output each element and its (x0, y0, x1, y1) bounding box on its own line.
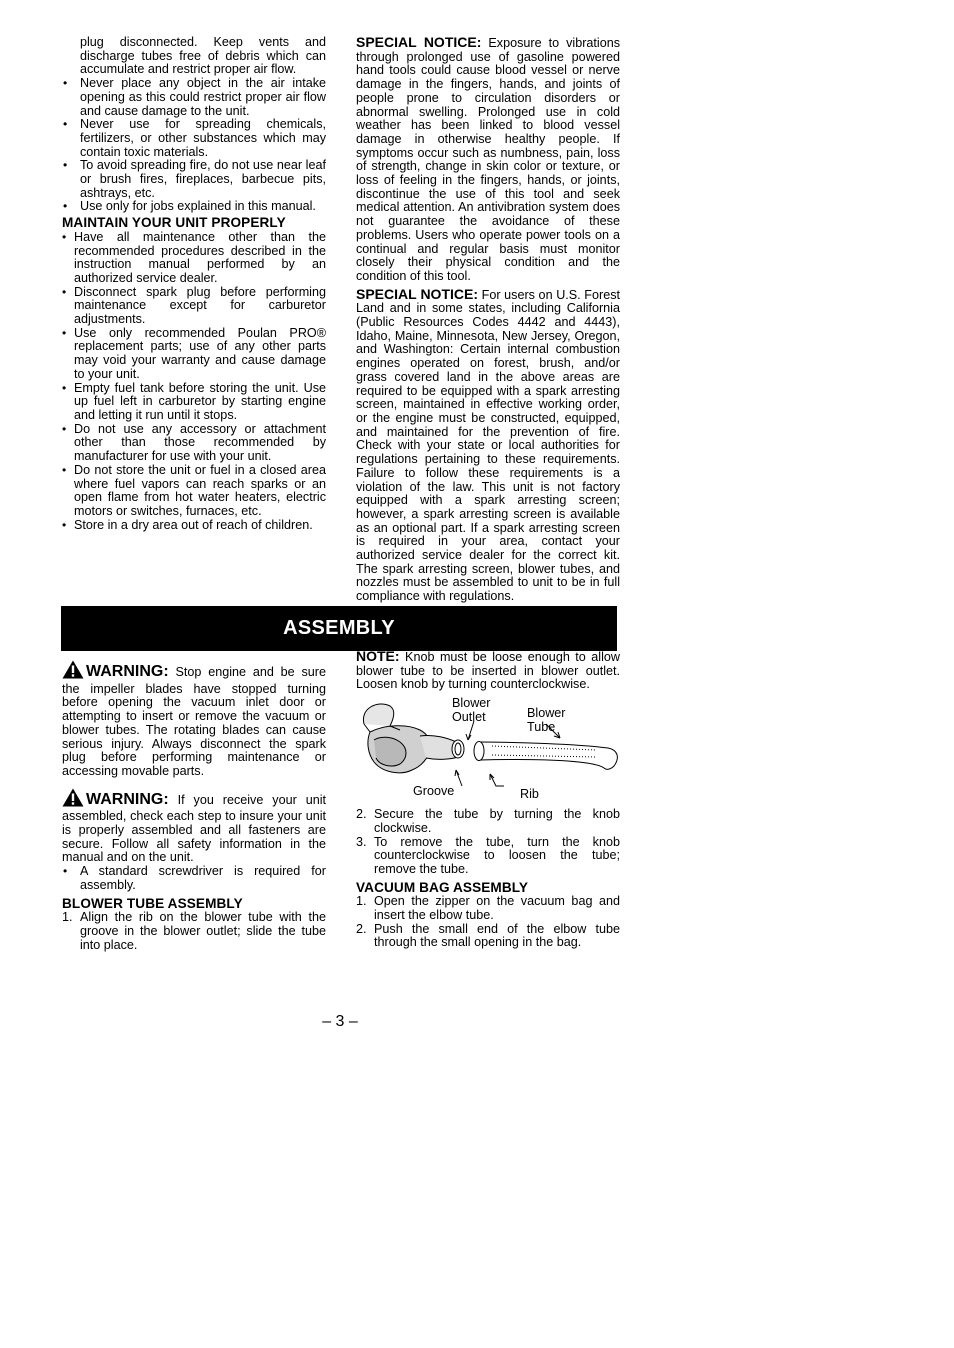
blower-tube-label: Blower Tube (527, 706, 566, 735)
list-item: • Disconnect spark plug before performing maintenance except for carburetor adjustments. (62, 286, 326, 327)
blower-tube-heading: BLOWER TUBE ASSEMBLY (62, 895, 243, 911)
list-item: 1. Open the zipper on the vacuum bag and insert the elbow tube. (356, 894, 620, 923)
list-item: • Empty fuel tank before storing the unit. Use up fuel left in carburetor by starting engine and letting it run until it stops. (62, 382, 326, 423)
vacuum-bag-heading: VACUUM BAG ASSEMBLY (356, 879, 529, 895)
list-item: • Never use for spreading chemicals, fertilizers, or other substances which may contain toxic materials. (62, 118, 326, 159)
special-notice-column (356, 36, 620, 604)
warning-text: If you receive your unit assembled, check each step to insure your unit is properly assembled and all fasteners are secure. Follow all safety information in the manual and on the unit. (62, 792, 327, 865)
list-item: 3. To remove the tube, turn the knob counterclockwise to loosen the tube; remove the tube. (356, 834, 620, 876)
note-text: Knob must be loose enough to allow blower tube to be inserted in blower outlet. Loosen knob by turning counterclockwise. (356, 650, 620, 692)
list-item: 2. Secure the tube by turning the knob clockwise. (356, 807, 620, 835)
special-notice-label: SPECIAL NOTICE: (356, 34, 482, 50)
special-notice-label: SPECIAL NOTICE: (356, 285, 478, 302)
blower-steps-continued-list (356, 808, 620, 877)
assembly-column-right (356, 650, 620, 950)
warning-label: WARNING: (86, 663, 169, 680)
list-item: • A standard screwdriver is required for assembly. (62, 865, 326, 892)
safety-bullet-list (62, 77, 326, 214)
list-item: • Do not store the unit or fuel in a closed area where fuel vapors can reach sparks or an open flame from hot water heaters, electric motors or switches, furnaces, etc. (62, 464, 326, 519)
page-number: – 3 – (322, 1013, 358, 1030)
note-paragraph (356, 650, 620, 692)
special-notice-spark-arrester (356, 285, 620, 604)
warning-triangle-icon (62, 660, 84, 683)
safety-column-left (62, 36, 326, 532)
warning-stop-engine (62, 660, 326, 779)
tool-requirement-list (62, 865, 326, 892)
assembly-banner: ASSEMBLY (61, 606, 617, 651)
list-item: 2. Push the small end of the elbow tube through the small opening in the bag. (356, 921, 620, 950)
list-item: • Have all maintenance other than the recommended procedures described in the instruction manual performed by an authorized service dealer. (62, 231, 326, 286)
list-item: • Store in a dry area out of reach of children. (62, 519, 326, 533)
warning-triangle-icon (62, 788, 84, 811)
blower-steps-list (62, 911, 326, 952)
vacuum-steps-list (356, 895, 620, 950)
list-item: 1. Align the rib on the blower tube with the groove in the blower outlet; slide the tube into place. (62, 910, 326, 952)
special-notice-text: For users on U.S. Forest Land and in some states, including California (Public Resources Codes 4442 and 4443), Idaho, Maine, Minnesota, New Jersey, Oregon, and Washington: Certain internal combustion engines operated on forest, brush, and/or grass covered land in the above areas are required to be equipped with a spark arresting screen, maintained in effective working order, or the engine must be constructed, equipped, and maintained for the prevention of fire. Check with your state or local authorities for regulations pertaining to these requirements. Failure to follow these requirements is a violation of the law. This unit is not factory equipped with a spark arresting screen; however, a spark arresting screen is available as an optional part. If a spark arresting screen is required in your area, contact your authorized service dealer for the correct kit. The spark arresting screen, blower tubes, and nozzles must be assembled to unit to be in full compliance with regulations. (356, 287, 620, 604)
warning-label: WARNING: (86, 790, 169, 808)
warning-assembled-unit (62, 788, 326, 866)
rib-label: Rib (520, 787, 539, 802)
list-item: • Never place any object in the air intake opening as this could restrict proper air flow and cause damage to the unit. (62, 77, 326, 118)
special-notice-text: Exposure to vibrations through prolonged use of gasoline powered hand tools could cause blood vessel or nerve damage in the fingers, hands, and joints of people prone to circulation disorders or abnormal swelling. Prolonged use in cold weather has been linked to blood vessel damage in otherwise healthy people. If symptoms occur such as numbness, pain, loss of strength, change in skin color or texture, or loss of feeling in the fingers, hands, or joints, discontinue the use of this tool and seek medical attention. An antivibration system does not guarantee the avoidance of these problems. Users who operate power tools on a continual and regular basis must monitor closely their physical condition and the condition of this tool. (356, 36, 621, 283)
note-label: NOTE: (356, 648, 400, 664)
maintain-bullet-list (62, 231, 326, 532)
list-item: • Use only for jobs explained in this manual. (62, 200, 326, 214)
assembly-column-left (62, 660, 326, 952)
list-item: • Do not use any accessory or attachment other than those recommended by manufacturer for use with your unit. (62, 423, 326, 464)
list-item: • To avoid spreading fire, do not use near leaf or brush fires, fireplaces, barbecue pits, ashtrays, etc. (62, 159, 326, 200)
list-item: • Use only recommended Poulan PRO® replacement parts; use of any other parts may void your warranty and cause damage to your unit. (62, 327, 326, 382)
groove-label: Groove (413, 784, 455, 799)
blower-outlet-label: Blower Outlet (452, 696, 491, 725)
maintain-heading: MAINTAIN YOUR UNIT PROPERLY (62, 215, 286, 231)
continued-paragraph: plug disconnected. Keep vents and discharge tubes free of debris which can accumulate and restrict proper air flow. (80, 35, 326, 77)
warning-text: Stop engine and be sure the impeller blades have stopped turning before opening the vacuum inlet door or attempting to insert or remove the vacuum or blower tubes. The rotating blades can cause serious injury. Always disconnect the spark plug before performing maintenance or accessing movable parts. (62, 665, 326, 778)
blower-tube-diagram (356, 696, 620, 804)
special-notice-vibration (356, 36, 620, 284)
